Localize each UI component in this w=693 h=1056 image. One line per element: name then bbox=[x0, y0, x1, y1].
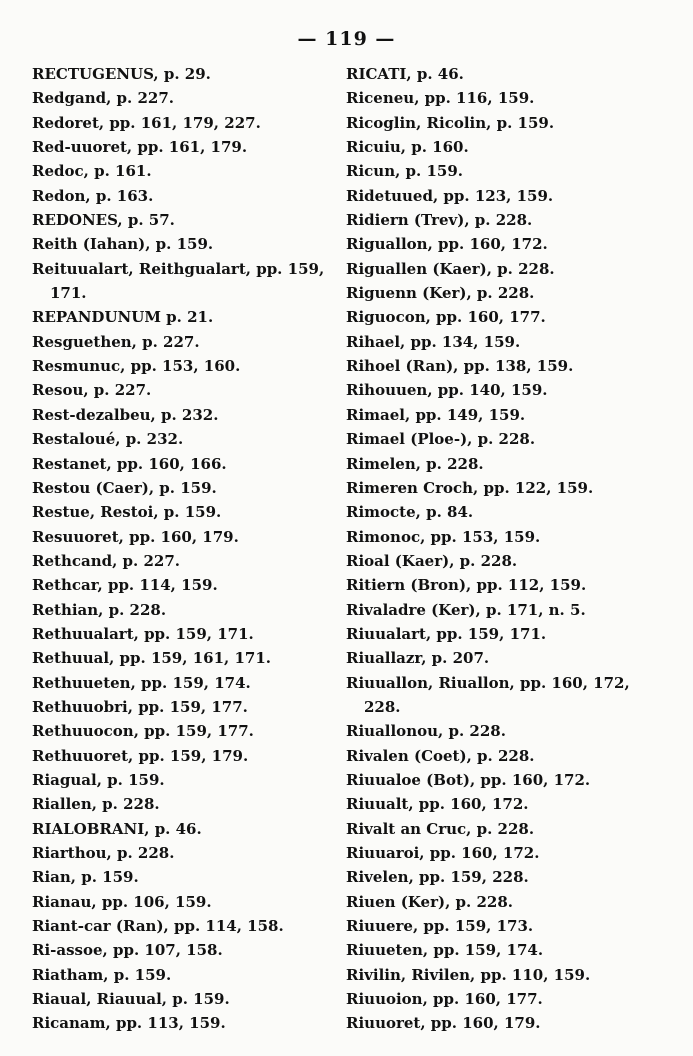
index-entry bbox=[32, 159, 332, 183]
index-entry bbox=[346, 281, 646, 305]
index-entry-text: Restaloué, p. 232. bbox=[32, 430, 184, 449]
index-entry bbox=[346, 257, 646, 281]
index-entry bbox=[32, 573, 332, 597]
index-entry bbox=[32, 938, 332, 962]
index-entry-text: Riuualt, pp. 160, 172. bbox=[346, 795, 529, 814]
index-entry bbox=[346, 476, 646, 500]
index-entry bbox=[32, 135, 332, 159]
index-entry bbox=[346, 768, 646, 792]
index-entry-text: Rimonoc, pp. 153, 159. bbox=[346, 527, 541, 546]
index-entry-text: Rimael, pp. 149, 159. bbox=[346, 405, 526, 424]
index-entry bbox=[32, 184, 332, 208]
index-entry bbox=[32, 719, 332, 743]
index-entry-text: Riceneu, pp. 116, 159. bbox=[346, 89, 535, 108]
index-entry-text: Riaual, Riauual, p. 159. bbox=[32, 990, 230, 1009]
index-entry-text: Rihael, pp. 134, 159. bbox=[346, 332, 521, 351]
index-entry-text: Rivaladre (Ker), p. 171, n. 5. bbox=[346, 600, 586, 619]
index-entry bbox=[346, 86, 646, 110]
index-entry bbox=[32, 232, 332, 256]
index-entry-text: Riuen (Ker), p. 228. bbox=[346, 892, 513, 911]
index-entry-text: Restou (Caer), p. 159. bbox=[32, 478, 217, 497]
index-column-left bbox=[32, 62, 332, 1036]
index-entry bbox=[32, 841, 332, 865]
index-entry bbox=[346, 378, 646, 402]
index-entry-text: Riuueten, pp. 159, 174. bbox=[346, 941, 544, 960]
index-entry bbox=[32, 378, 332, 402]
index-entry-continuation: 228. bbox=[364, 697, 401, 716]
index-entry bbox=[346, 525, 646, 549]
index-column-right bbox=[346, 62, 646, 1036]
page-number: — 119 — bbox=[297, 28, 396, 50]
index-entry bbox=[32, 86, 332, 110]
index-entry bbox=[32, 987, 332, 1011]
index-entry bbox=[346, 62, 646, 86]
index-entry-text: REPANDUNUM p. 21. bbox=[32, 308, 214, 327]
index-entry bbox=[346, 914, 646, 938]
index-entry-text: Rimeren Croch, pp. 122, 159. bbox=[346, 478, 594, 497]
index-entry bbox=[346, 452, 646, 476]
index-entry-text: Rivalen (Coet), p. 228. bbox=[346, 746, 535, 765]
index-entry bbox=[32, 476, 332, 500]
index-entry bbox=[346, 1011, 646, 1035]
index-entry bbox=[32, 549, 332, 573]
index-entry-text: Ritiern (Bron), pp. 112, 159. bbox=[346, 576, 587, 595]
index-entry-text: Riuuallon, Riuallon, pp. 160, 172, bbox=[346, 673, 630, 692]
index-entry-text: Redgand, p. 227. bbox=[32, 89, 175, 108]
index-entry bbox=[32, 427, 332, 451]
index-entry-text: Redon, p. 163. bbox=[32, 186, 154, 205]
index-entry bbox=[32, 768, 332, 792]
index-entry-text: Riguallen (Kaer), p. 228. bbox=[346, 259, 555, 278]
index-entry-text: Rethuueten, pp. 159, 174. bbox=[32, 673, 251, 692]
index-entry bbox=[32, 330, 332, 354]
index-entry-text: Rimelen, p. 228. bbox=[346, 454, 484, 473]
index-entry-text: Reituualart, Reithgualart, pp. 159, bbox=[32, 259, 325, 278]
index-entry bbox=[32, 817, 332, 841]
index-entry bbox=[346, 598, 646, 622]
index-entry-text: REDONES, p. 57. bbox=[32, 211, 175, 230]
index-entry-text: Rethcand, p. 227. bbox=[32, 551, 181, 570]
index-entry-text: Rimael (Ploe-), p. 228. bbox=[346, 430, 536, 449]
index-entry bbox=[346, 671, 646, 695]
index-entry bbox=[346, 111, 646, 135]
index-entry-text: Rethcar, pp. 114, 159. bbox=[32, 576, 218, 595]
index-entry-text: RICATI, p. 46. bbox=[346, 65, 464, 83]
index-entry-text: Red-uuoret, pp. 161, 179. bbox=[32, 138, 248, 157]
index-entry-text: Resmunuc, pp. 153, 160. bbox=[32, 357, 241, 376]
index-entry-text: Rethian, p. 228. bbox=[32, 600, 167, 619]
index-entry bbox=[346, 719, 646, 743]
index-entry-text: Riuuere, pp. 159, 173. bbox=[346, 917, 534, 936]
index-entry-text: Resguethen, p. 227. bbox=[32, 332, 200, 351]
index-entry bbox=[346, 184, 646, 208]
index-entry-text: Restanet, pp. 160, 166. bbox=[32, 454, 227, 473]
index-entry bbox=[346, 890, 646, 914]
index-entry-text: Rimocte, p. 84. bbox=[346, 503, 474, 522]
index-entry-text: Reith (Iahan), p. 159. bbox=[32, 235, 214, 254]
index-entry bbox=[32, 452, 332, 476]
index-entry bbox=[32, 646, 332, 670]
index-entry-text: Riuualart, pp. 159, 171. bbox=[346, 624, 547, 643]
index-entry-text: Redoc, p. 161. bbox=[32, 162, 152, 181]
index-entry bbox=[32, 403, 332, 427]
index-entry-text: Ricun, p. 159. bbox=[346, 162, 464, 181]
index-entry-text: RECTUGENUS, p. 29. bbox=[32, 65, 211, 83]
index-entry bbox=[32, 914, 332, 938]
index-entry-text: Rianau, pp. 106, 159. bbox=[32, 892, 212, 911]
index-entry-text: Rivilin, Rivilen, pp. 110, 159. bbox=[346, 965, 591, 984]
index-entry-text: Ricanam, pp. 113, 159. bbox=[32, 1014, 226, 1033]
index-entry bbox=[32, 963, 332, 987]
index-entry bbox=[346, 305, 646, 329]
index-entry-text: Riuallonou, p. 228. bbox=[346, 722, 506, 741]
index-entry-text: Resou, p. 227. bbox=[32, 381, 152, 400]
index-entry bbox=[346, 135, 646, 159]
index-entry-text: Rethuuocon, pp. 159, 177. bbox=[32, 722, 254, 741]
index-entry bbox=[346, 354, 646, 378]
index-entry bbox=[32, 598, 332, 622]
index-entry-text: Ridiern (Trev), p. 228. bbox=[346, 211, 533, 230]
index-entry-text: Riuuaroi, pp. 160, 172. bbox=[346, 844, 540, 862]
index-entry bbox=[346, 792, 646, 816]
index-entry bbox=[32, 525, 332, 549]
index-entry bbox=[32, 62, 332, 86]
index-entry bbox=[346, 549, 646, 573]
index-entry bbox=[32, 500, 332, 524]
index-entry-text: Ridetuued, pp. 123, 159. bbox=[346, 186, 554, 205]
index-entry-text: Riagual, p. 159. bbox=[32, 770, 165, 789]
index-entry bbox=[346, 573, 646, 597]
index-entry bbox=[32, 890, 332, 914]
index-entry-text: Resuuoret, pp. 160, 179. bbox=[32, 527, 239, 546]
index-entry-text: Riatham, p. 159. bbox=[32, 965, 172, 984]
index-entry bbox=[32, 208, 332, 232]
index-entry-text: Rihoel (Ran), pp. 138, 159. bbox=[346, 357, 574, 376]
index-entry-text: Ricoglin, Ricolin, p. 159. bbox=[346, 113, 555, 132]
index-entry bbox=[32, 744, 332, 768]
index-entry-text: Riuualoe (Bot), pp. 160, 172. bbox=[346, 770, 591, 789]
index-entry-text: Riuallazr, p. 207. bbox=[346, 649, 490, 668]
index-entry bbox=[346, 403, 646, 427]
index-entry bbox=[32, 695, 332, 719]
index-entry bbox=[346, 232, 646, 256]
index-entry-text: Rihouuen, pp. 140, 159. bbox=[346, 381, 548, 400]
index-entry bbox=[32, 305, 332, 329]
index-entry-text: Ricuiu, p. 160. bbox=[346, 138, 469, 157]
index-entry-text: Rethuuobri, pp. 159, 177. bbox=[32, 697, 248, 716]
index-entry-text: Riguallon, pp. 160, 172. bbox=[346, 235, 548, 254]
index-entry-text: Riguocon, pp. 160, 177. bbox=[346, 308, 546, 327]
index-entry bbox=[32, 671, 332, 695]
index-entry bbox=[346, 865, 646, 889]
index-entry bbox=[346, 646, 646, 670]
index-entry bbox=[346, 963, 646, 987]
index-entry-text: Riguenn (Ker), p. 228. bbox=[346, 284, 535, 303]
index-entry bbox=[32, 1011, 332, 1035]
index-entry-text: Rethuual, pp. 159, 161, 171. bbox=[32, 649, 271, 668]
index-entry-text: Riarthou, p. 228. bbox=[32, 844, 175, 862]
index-entry bbox=[346, 330, 646, 354]
index-entry-text: Riallen, p. 228. bbox=[32, 795, 160, 814]
index-entry-text: Rioal (Kaer), p. 228. bbox=[346, 551, 518, 570]
index-entry-text: Riuuoret, pp. 160, 179. bbox=[346, 1014, 541, 1033]
index-entry-text: Rivelen, pp. 159, 228. bbox=[346, 868, 529, 887]
index-entry bbox=[346, 159, 646, 183]
index-entry bbox=[346, 817, 646, 841]
index-entry-text: Riant-car (Ran), pp. 114, 158. bbox=[32, 917, 284, 936]
index-entry-text: Rian, p. 159. bbox=[32, 868, 139, 887]
index-entry bbox=[346, 938, 646, 962]
index-entry-text: Riuuoion, pp. 160, 177. bbox=[346, 990, 543, 1009]
index-entry-text: Rethuualart, pp. 159, 171. bbox=[32, 624, 254, 643]
index-entry bbox=[32, 257, 332, 281]
index-entry-continuation: 171. bbox=[50, 284, 87, 303]
index-entry-text: Redoret, pp. 161, 179, 227. bbox=[32, 113, 261, 132]
index-entry bbox=[346, 622, 646, 646]
index-entry-text: Rivalt an Cruc, p. 228. bbox=[346, 819, 535, 838]
index-entry bbox=[346, 987, 646, 1011]
index-entry bbox=[346, 427, 646, 451]
index-entry bbox=[32, 622, 332, 646]
index-entry bbox=[32, 354, 332, 378]
index-entry bbox=[346, 500, 646, 524]
index-entry-text: Rethuuoret, pp. 159, 179. bbox=[32, 746, 249, 765]
index-entry-text: RIALOBRANI, p. 46. bbox=[32, 819, 202, 838]
index-entry-text: Ri-assoe, pp. 107, 158. bbox=[32, 941, 223, 960]
index-entry bbox=[346, 841, 646, 865]
index-entry bbox=[32, 865, 332, 889]
index-entry bbox=[346, 744, 646, 768]
index-entry-text: Rest-dezalbeu, p. 232. bbox=[32, 405, 219, 424]
index-entry bbox=[32, 792, 332, 816]
index-entry-text: Restue, Restoi, p. 159. bbox=[32, 503, 222, 522]
index-entry bbox=[32, 111, 332, 135]
index-entry bbox=[346, 208, 646, 232]
